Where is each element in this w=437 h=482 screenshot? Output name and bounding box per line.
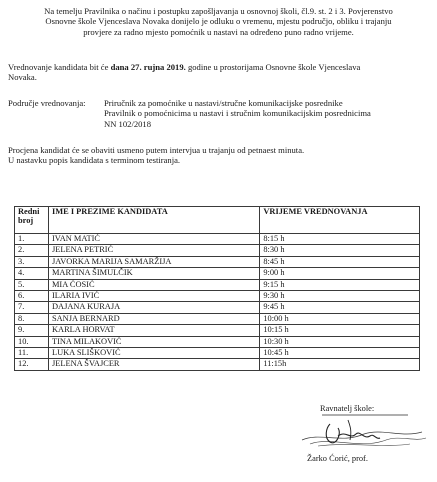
cell-ordinal: 8.: [15, 313, 49, 324]
table-row: [15, 347, 420, 358]
candidates-table: [14, 206, 420, 371]
table-header-row: [15, 207, 420, 234]
header-candidate-name: IME I PREZIME KANDIDATA: [48, 207, 259, 234]
cell-candidate-name: KARLA HORVAT: [48, 325, 259, 336]
evaluation-text-before: Vrednovanje kandidata bit će: [8, 62, 111, 72]
cell-evaluation-time: 10:30 h: [260, 336, 420, 347]
cell-ordinal: 2.: [15, 245, 49, 256]
cell-ordinal: 4.: [15, 268, 49, 279]
cell-evaluation-time: 9:00 h: [260, 268, 420, 279]
intro-line: Na temelju Pravilnika o načinu i postupku zapošljavanja u osnovnoj školi, čl.9. st. 2 i 3. Povjerenstvo: [44, 6, 393, 16]
cell-evaluation-time: 8:15 h: [260, 234, 420, 245]
cell-evaluation-time: 9:15 h: [260, 279, 420, 290]
signatory-name: Žarko Ćorić, prof.: [307, 454, 368, 463]
cell-candidate-name: TINA MILAKOVIĆ: [48, 336, 259, 347]
cell-evaluation-time: 9:30 h: [260, 290, 420, 301]
cell-evaluation-time: 10:00 h: [260, 313, 420, 324]
cell-evaluation-time: 11:15h: [260, 359, 420, 370]
cell-candidate-name: MARTINA ŠIMULČIK: [48, 268, 259, 279]
handwritten-signature: [290, 410, 430, 456]
table-row: [15, 234, 420, 245]
header-evaluation-time: VRIJEME VREDNOVANJA: [260, 207, 420, 234]
cell-evaluation-time: 9:45 h: [260, 302, 420, 313]
cell-ordinal: 12.: [15, 359, 49, 370]
cell-evaluation-time: 8:45 h: [260, 256, 420, 267]
cell-ordinal: 10.: [15, 336, 49, 347]
cell-ordinal: 11.: [15, 347, 49, 358]
evaluation-text-after: godine u prostorijama Osnovne škole Vjenceslava: [185, 62, 361, 72]
cell-ordinal: 9.: [15, 325, 49, 336]
evaluation-area-items: [104, 98, 371, 129]
table-row: [15, 313, 420, 324]
table-row: [15, 256, 420, 267]
cell-candidate-name: JAVORKA MARIJA SAMARŽIJA: [48, 256, 259, 267]
cell-candidate-name: DAJANA KURAJA: [48, 302, 259, 313]
evaluation-date: dana 27. rujna 2019.: [110, 62, 186, 72]
evaluation-area-item: NN 102/2018: [104, 118, 152, 129]
table-row: [15, 279, 420, 290]
evaluation-area-item: Priručnik za pomoćnike u nastavi/stručne komunikacijske posrednike: [104, 98, 343, 108]
intro-line: provjere za radno mjesto pomoćnik u nastavi na određeno puno radno vrijeme.: [83, 26, 354, 37]
header-ordinal: Redni broj: [15, 207, 49, 234]
table-row: [15, 325, 420, 336]
table-row: [15, 268, 420, 279]
evaluation-date-line: [8, 62, 429, 72]
table-row: [15, 336, 420, 347]
evaluation-date-line-2: Novaka.: [8, 72, 37, 83]
table-row: [15, 245, 420, 256]
evaluation-date-paragraph: [8, 62, 429, 83]
cell-candidate-name: MIA ĆOSIĆ: [48, 279, 259, 290]
cell-candidate-name: SANJA BERNARD: [48, 313, 259, 324]
cell-evaluation-time: 8:30 h: [260, 245, 420, 256]
cell-candidate-name: ILARIA IVIĆ: [48, 290, 259, 301]
cell-evaluation-time: 10:15 h: [260, 325, 420, 336]
cell-candidate-name: IVAN MATIĆ: [48, 234, 259, 245]
cell-ordinal: 5.: [15, 279, 49, 290]
cell-ordinal: 3.: [15, 256, 49, 267]
table-row: [15, 359, 420, 370]
assessment-paragraph: [8, 145, 429, 166]
table-row: [15, 290, 420, 301]
intro-paragraph: [8, 6, 429, 37]
evaluation-area-label: Područje vrednovanja:: [8, 98, 86, 108]
signature-label: Ravnatelj škole:: [320, 404, 375, 413]
cell-candidate-name: JELENA ŠVAJCER: [48, 359, 259, 370]
cell-candidate-name: JELENA PETRIĆ: [48, 245, 259, 256]
signature-block: [290, 404, 430, 480]
table-row: [15, 302, 420, 313]
assessment-line: U nastavku popis kandidata s terminom testiranja.: [8, 155, 181, 166]
cell-ordinal: 1.: [15, 234, 49, 245]
cell-evaluation-time: 10:45 h: [260, 347, 420, 358]
cell-ordinal: 7.: [15, 302, 49, 313]
intro-line: Osnovne škole Vjenceslava Novaka donijelo je odluku o vremenu, mjestu područjo, obliku i trajanju: [45, 16, 392, 27]
cell-candidate-name: LUKA SLIŠKOVIĆ: [48, 347, 259, 358]
cell-ordinal: 6.: [15, 290, 49, 301]
evaluation-area-item: Pravilnik o pomoćnicima u nastavi i stručnim komunikacijskim posrednicima: [104, 108, 371, 119]
assessment-line: Procjena kandidat će se obaviti usmeno putem intervjua u trajanju od petnaest minuta.: [8, 145, 305, 155]
evaluation-area: [8, 98, 429, 129]
